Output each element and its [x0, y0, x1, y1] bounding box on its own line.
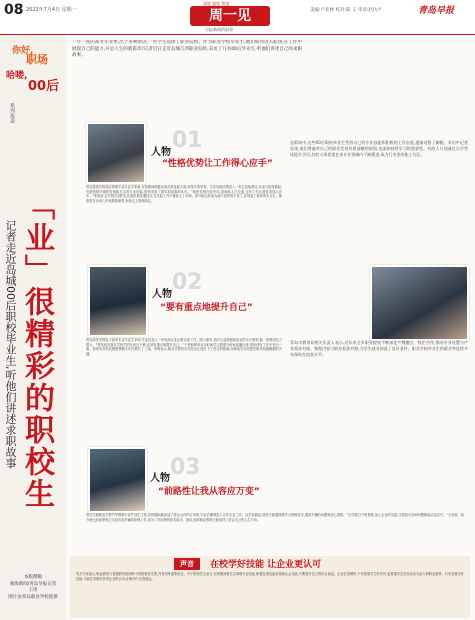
page-number: 08 [4, 2, 24, 18]
series-label: 系列报道 [9, 103, 15, 123]
left-sidebar [0, 35, 66, 620]
badge-line-1: 你好, [12, 46, 34, 56]
badge-line-2: 职场 [26, 53, 48, 66]
lead-paragraph: 一年一度的高考毕业季,出于多种原因,一些学生选择了职业院校。作为职业学校毕业生,他们如何进入职场,在工作中展现自己的能力,开启人生的新篇章?记者近日走近岛城几所职业院校,采访了几名00后毕业生,听他们讲述自己的求职故事。 [72, 40, 302, 58]
person-02-photo-right [370, 265, 469, 341]
header-rule [0, 34, 475, 35]
voice-section [70, 556, 470, 618]
person-01-body: 青岛旅游学校酒店管理专业毕业生张雨,在校期间积极参加各类技能大赛,获得多项荣誉。毕业后她应聘进入一家五星级酒店,从前台接待做起,凭借热情开朗的性格和扎实的专业技能,很快得到了领导和同事的认可。“我的性格比较外向,喜欢和人打交道,这份工作让我觉得得心应手。”张雨说,在学校学到的礼仪知识和沟通技巧,在实际工作中都派上了用场。如今她已经成为前厅部的骨干员工,还带起了新来的实习生。她希望在未来几年里继续深造,争取走上管理岗位。 [86, 185, 282, 203]
banner-text: 周一见 [209, 8, 251, 24]
person-03-label: 人物 [150, 473, 170, 484]
person-03-number: 03 [170, 455, 201, 480]
reporter-credit: 本版撰稿 观海新闻/青岛早报记者 王彤 图片由青岛职业学校提供 [8, 575, 58, 600]
date-line: 2022年7月4日 星期一 [26, 7, 77, 13]
category-tag: 深度 温度 锐度 [203, 1, 230, 6]
header-bar [0, 0, 475, 34]
editor-line: 美编:卢亚林 校对:陈 义 审读:赵仿卢 [310, 8, 382, 13]
person-01-photo [86, 122, 146, 184]
person-02-number: 02 [172, 270, 203, 295]
vertical-subtitle: 记者走近岛城00后职校毕业生,听他们讲述求职故事 [4, 220, 17, 469]
badge-line-3: 哈喽, [6, 71, 28, 81]
person-03-photo [88, 447, 147, 513]
voice-title: 在校学好技能 让企业更认可 [210, 560, 322, 570]
person-03-body: 青岛交通职业学校汽车维修专业毕业生王浩,在校期间就参加了校企合作的订单班,毕业后顺利进入合作企业工作。从学徒做起,他每天跟着师傅学习维修技术,遇到不懂的问题就虚心请教。“在学校打下的基础,加上企业的实践,让我面对各种问题都能从容应对。”王浩说。如今他已经能够独立完成各类车辆的检修工作,成为了车间里的技术能手。他说,选择职业教育让他找到了适合自己的人生方向。 [86, 513, 464, 522]
person-01-headline: “性格优势让工作得心应手” [162, 159, 273, 169]
column-text-mid-right: 青岛市教育局相关负责人表示,近年来全市职业院校不断深化产教融合、校企合作,推动专业设置与产业需求对接、课程内容与职业标准对接,为学生就业创造了良好条件。职业学校毕业生的就业率连续多年保持在较高水平。 [290, 340, 468, 357]
person-02-label: 人物 [152, 289, 172, 300]
topic-badge [4, 41, 62, 97]
banner-sub: 早报新闻的叙事 [205, 27, 233, 32]
voice-tag: 声音 [174, 558, 200, 570]
banner-title [190, 6, 270, 26]
voice-body: 有关专家表示,职业教育与普通教育是两种不同的教育类型,具有同等重要地位。对于职校学生而言,在校期间要扎实掌握专业技能,积极参加技能竞赛和社会实践,不断提升自己的综合素质。企业在招聘时,不仅看重学生的学历,更看重学生的实际动手能力和职业素养。只有在校学好技能,才能在求职时获得企业的认可,在职场中走得更远。 [76, 572, 464, 581]
person-01-number: 01 [172, 128, 203, 153]
person-03-headline: “前路性让我从容应万变” [158, 487, 260, 497]
vertical-title: 「业」很精彩的职校生 [19, 190, 54, 510]
person-02-body: 青岛商务学校电子商务专业毕业生李明,毕业后进入一家电商企业从事运营工作。刚入职时,面对大量数据和复杂的平台规则,他一度感到压力很大。“我发现光靠在学校学的东西还不够,必须有重点地提升自己。”于是他利用业余时间学习数据分析和直播运营,很快便在工作中独当一面。他所负责的店铺销售额半年内增长了三成。李明表示,职业学校的学习经历让他打下了坚实的基础,而持续学习则是在职场站稳脚跟的关键。 [86, 338, 282, 356]
badge-line-4: 00后 [28, 79, 60, 94]
column-text-top-right: 在职场中,这些00后职校毕业生凭借自己的专业技能和积极的工作态度,逐渐站稳了脚跟。采访中记者发现,他们普遍对自己的职业发展有着清晰的规划,也深知持续学习的重要性。有的人计划通过自学考试提升学历,有的人则希望在本专业领域内不断精进,成为行业里的能工巧匠。 [290, 140, 468, 157]
person-02-headline: “要有重点地提升自己” [160, 303, 253, 313]
brand-logo: 青岛早报 [418, 6, 455, 16]
person-01-label: 人物 [151, 147, 171, 158]
person-02-photo [88, 265, 148, 337]
